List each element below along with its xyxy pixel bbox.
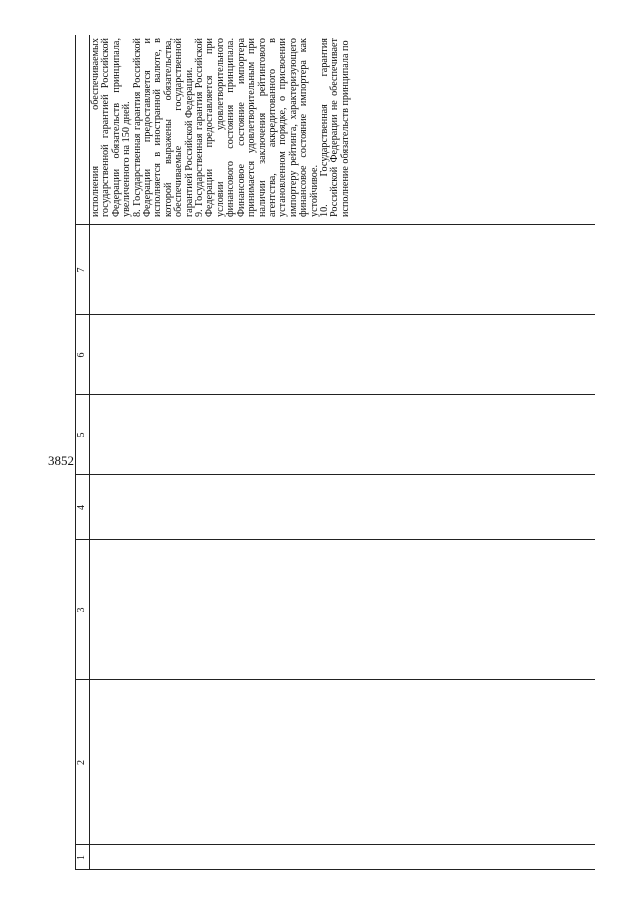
- column7-text-cell: [91, 38, 351, 217]
- column-number-6: 6: [76, 352, 87, 358]
- paragraph-continuation: исполнения обеспечиваемых государственной гарантией Российской Федерации обязательств принципала, увеличенного на 150 дней.: [90, 38, 133, 217]
- column-separator: [75, 224, 595, 225]
- rotated-table: [75, 35, 595, 870]
- rotated-table-area: [75, 35, 595, 870]
- column-number-3: 3: [76, 607, 87, 613]
- column-number-1: 1: [76, 855, 87, 860]
- paragraph-8: 8. Государственная гарантия Российской Федерации предоставляется и исполняется в иностранной валюте, в которой выражены обязательства, обеспечиваемые государственной гарантией Российской Федерации.: [131, 38, 195, 217]
- column-number-5: 5: [76, 432, 87, 438]
- column-number-2: 2: [76, 760, 87, 765]
- column-separator: [75, 539, 595, 540]
- column-separator: [75, 394, 595, 395]
- table-left-border: [75, 869, 595, 870]
- paragraph-9: 9. Государственная гарантия Российской Федерации предоставляется при условии удовлетворительного финансового состояния принципала. Финансовое состояние импортера принимается удовлетворительным при наличии заключения рейтингового агентства, аккредитованного в установленном порядке, о присвоении импортеру рейтинга, характеризующего финансовое состояние импортера как устойчивое.: [194, 38, 320, 217]
- column-separator: [75, 844, 595, 845]
- column-number-7: 7: [76, 267, 87, 273]
- column-separator: [75, 679, 595, 680]
- column-separator: [75, 474, 595, 475]
- column-number-4: 4: [76, 505, 87, 510]
- paragraph-10: 10. Государственная гарантия Российской Федерации не обеспечивает исполнение обязательств принципала по: [318, 38, 351, 217]
- page-number: 3852: [48, 453, 74, 468]
- column-separator: [75, 314, 595, 315]
